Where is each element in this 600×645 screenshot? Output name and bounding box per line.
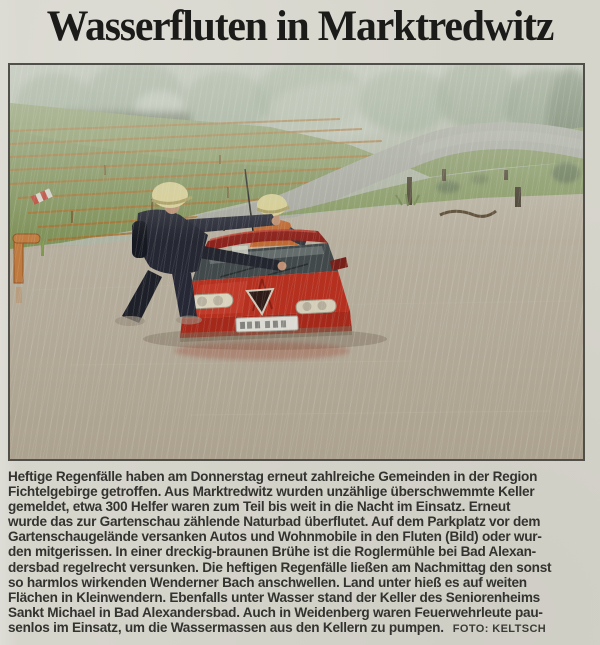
article-headline: Wasserfluten in Marktredwitz (46, 3, 554, 50)
article-body (8, 469, 594, 637)
body-line: Heftige Regenfälle haben am Donnerstag erneut zahlreiche Gemeinden in der Region (8, 469, 538, 484)
body-line: Flächen in Kleinwendern. Ebenfalls unter Wasser stand der Keller des Seniorenheims (8, 589, 540, 605)
body-line: den mitgerissen. In einer dreckig-braunen Brühe ist die Roglermühle bei Bad Alexan- (8, 544, 536, 560)
body-line: gemeldet, etwa 300 Helfer waren zum Teil bis weit in die Nacht im Einsatz. Erneut (8, 499, 511, 515)
fog-overlay (10, 65, 583, 459)
body-line: dersbad regelrecht versunken. Die heftigen Regenfälle ließen am Nachmittag den sonst (8, 559, 552, 575)
body-line: Gartenschaugelände versanken Autos und Wohnmobile in den Fluten (Bild) oder wur- (8, 529, 542, 545)
body-line: Sankt Michael in Bad Alexandersbad. Auch in Weidenberg waren Feuerwehrleute pau- (8, 604, 543, 620)
flood-scene (10, 65, 583, 459)
body-line: Fichtelgebirge getroffen. Aus Marktredwitz wurden unzählige überschwemmte Keller (8, 484, 535, 500)
flood-photo (8, 63, 585, 461)
body-line: wurde das zur Gartenschau zählende Naturbad überflutet. Auf dem Parkplatz vor dem (8, 514, 541, 530)
photo-credit: FOTO: KELTSCH (452, 622, 547, 635)
body-line-text: senlos im Einsatz, um die Wassermassen aus den Kellern zu pumpen. (8, 619, 444, 635)
body-line: so harmlos wirkenden Wenderner Bach anschwellen. Land unter hieß es auf weiten (8, 574, 527, 590)
body-line (8, 620, 594, 637)
